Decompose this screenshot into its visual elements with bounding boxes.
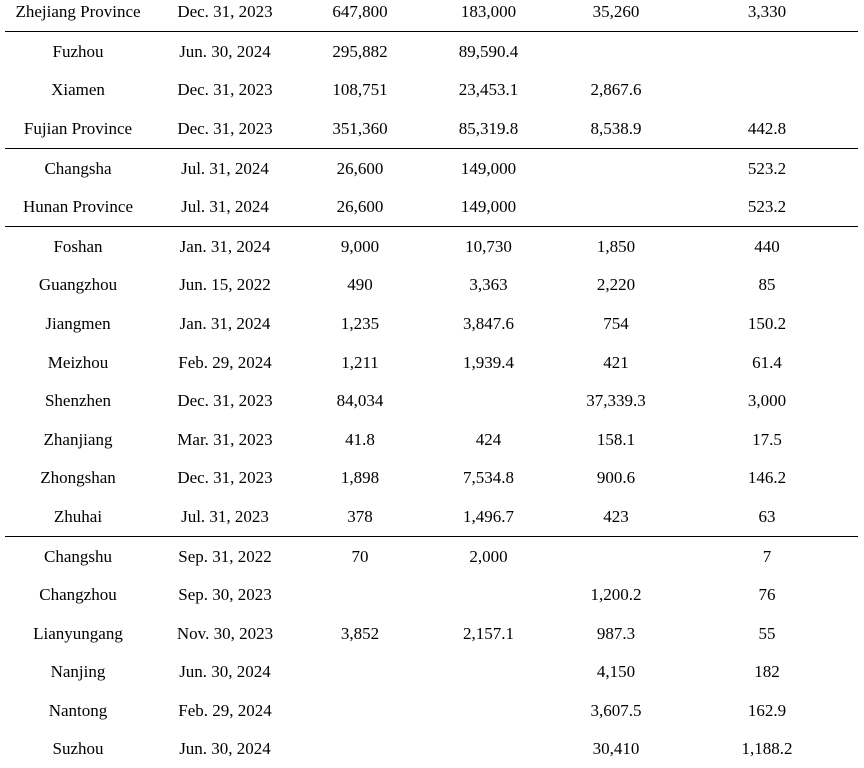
cell-city: Hunan Province (5, 187, 151, 226)
table-body (5, 0, 858, 768)
cell-value-3: 987.3 (596, 623, 636, 643)
cell-value-2 (421, 381, 556, 420)
cell-value-3: 754 (603, 313, 629, 333)
cell-value-3 (556, 148, 676, 187)
cell-value-4: 1,188.2 (741, 739, 793, 759)
cell-value-2: 149,000 (460, 158, 517, 178)
table-row (5, 226, 858, 265)
table-row (5, 343, 858, 382)
cell-value-2: 183,000 (421, 0, 556, 32)
cell-value-2 (421, 691, 556, 730)
cell-value-4: 61.4 (752, 352, 782, 372)
cell-date: Dec. 31, 2023 (177, 80, 273, 100)
cell-value-4: 7 (762, 546, 772, 566)
cell-value-4: 162.9 (747, 700, 787, 720)
cell-city: Foshan (53, 236, 103, 256)
cell-value-2: 2,000 (469, 546, 508, 566)
cell-value-1: 41.8 (345, 429, 375, 449)
cell-value-1 (299, 730, 421, 768)
cell-city: Nanjing (50, 662, 106, 682)
data-table (5, 0, 858, 768)
table-row (5, 304, 858, 343)
cell-value-1: 3,852 (340, 623, 380, 643)
cell-date: Jun. 30, 2024 (179, 662, 271, 682)
cell-value-1: 378 (299, 497, 421, 536)
cell-value-3: 4,150 (596, 662, 636, 682)
cell-value-3: 900.6 (596, 468, 636, 488)
cell-date: Jul. 31, 2023 (151, 497, 299, 536)
table-row (5, 266, 858, 305)
table-row (5, 497, 858, 536)
cell-city: Fuzhou (52, 41, 104, 61)
cell-value-2: 149,000 (421, 187, 556, 226)
cell-value-4: 150.2 (747, 313, 787, 333)
table-row (5, 71, 858, 110)
cell-value-1: 84,034 (336, 391, 384, 411)
cell-date: Dec. 31, 2023 (177, 468, 273, 488)
cell-value-4: 440 (754, 236, 780, 256)
cell-value-3: 158.1 (596, 429, 636, 449)
cell-value-2: 2,157.1 (463, 623, 514, 643)
cell-date: Jul. 31, 2024 (151, 187, 299, 226)
cell-city: Zhanjiang (43, 429, 113, 449)
cell-value-4: 63 (676, 497, 858, 536)
cell-city: Changzhou (39, 585, 117, 605)
table-row (5, 614, 858, 653)
cell-value-3 (556, 536, 676, 575)
cell-date: Jan. 31, 2024 (179, 236, 271, 256)
cell-value-2 (421, 575, 556, 614)
cell-value-4: 3,000 (747, 391, 787, 411)
cell-city: Changsha (44, 158, 112, 178)
cell-value-1: 1,235 (340, 313, 380, 333)
table-row (5, 420, 858, 459)
cell-value-4: 442.8 (676, 109, 858, 148)
cell-value-1: 351,360 (299, 109, 421, 148)
cell-value-3: 1,850 (596, 236, 636, 256)
cell-city: Suzhou (52, 739, 104, 759)
table-row (5, 148, 858, 187)
cell-date: Sep. 31, 2022 (178, 546, 272, 566)
cell-value-2: 424 (475, 429, 502, 449)
table-row (5, 0, 858, 32)
table-row (5, 109, 858, 148)
cell-value-2: 1,496.7 (421, 497, 556, 536)
table-row (5, 653, 858, 692)
cell-city: Fujian Province (5, 109, 151, 148)
cell-value-1 (299, 575, 421, 614)
table-row (5, 536, 858, 575)
cell-value-1: 26,600 (336, 158, 384, 178)
cell-value-3: 37,339.3 (586, 391, 646, 411)
cell-value-1: 1,211 (341, 352, 379, 372)
cell-value-4: 17.5 (752, 429, 782, 449)
cell-value-3: 30,410 (592, 739, 640, 759)
cell-city: Nantong (48, 700, 108, 720)
cell-date: Jun. 30, 2024 (179, 41, 271, 61)
cell-value-2: 85,319.8 (421, 109, 556, 148)
cell-date: Dec. 31, 2023 (151, 0, 299, 32)
cell-city: Zhejiang Province (5, 0, 151, 32)
cell-value-1: 70 (351, 546, 369, 566)
table-row (5, 575, 858, 614)
cell-date: Nov. 30, 2023 (176, 623, 274, 643)
cell-value-4: 55 (758, 623, 776, 643)
cell-date: Jan. 31, 2024 (179, 313, 271, 333)
cell-value-3: 3,607.5 (590, 700, 642, 720)
cell-value-3: 8,538.9 (556, 109, 676, 148)
cell-city: Lianyungang (33, 623, 123, 643)
cell-value-4: 182 (754, 662, 780, 682)
cell-value-3: 421 (603, 352, 629, 372)
cell-date: Jun. 15, 2022 (179, 275, 271, 295)
cell-value-2: 1,939.4 (463, 352, 514, 372)
cell-city: Jiangmen (45, 313, 111, 333)
cell-date: Jun. 30, 2024 (179, 739, 271, 759)
cell-value-1: 647,800 (299, 0, 421, 32)
cell-value-1: 108,751 (332, 80, 388, 100)
table-row (5, 459, 858, 498)
cell-city: Zhongshan (40, 468, 116, 488)
cell-date: Feb. 29, 2024 (178, 700, 272, 720)
cell-value-3: 2,220 (596, 275, 636, 295)
cell-value-1 (299, 691, 421, 730)
cell-value-3: 1,200.2 (590, 585, 642, 605)
table-row (5, 187, 858, 226)
cell-value-1: 295,882 (332, 41, 388, 61)
cell-date: Sep. 30, 2023 (178, 585, 272, 605)
cell-value-4: 523.2 (676, 187, 858, 226)
cell-value-2: 10,730 (465, 236, 512, 256)
cell-value-4: 3,330 (676, 0, 858, 32)
cell-value-3 (556, 187, 676, 226)
cell-value-1: 1,898 (340, 468, 380, 488)
cell-date: Feb. 29, 2024 (178, 352, 272, 372)
cell-value-4: 85 (758, 275, 776, 295)
table-row (5, 691, 858, 730)
cell-city: Xiamen (51, 80, 105, 100)
cell-value-2 (421, 653, 556, 692)
cell-value-2: 7,534.8 (463, 468, 514, 488)
cell-date: Mar. 31, 2023 (177, 429, 273, 449)
cell-value-2: 89,590.4 (458, 41, 519, 61)
cell-value-2 (421, 730, 556, 768)
table-row (5, 32, 858, 71)
table-row (5, 730, 858, 768)
cell-value-4: 523.2 (747, 158, 787, 178)
cell-value-2: 3,363 (469, 275, 508, 295)
cell-date: Jul. 31, 2024 (181, 158, 269, 178)
cell-value-1: 490 (347, 275, 373, 295)
cell-value-4: 146.2 (747, 468, 787, 488)
cell-date: Dec. 31, 2023 (151, 109, 299, 148)
cell-city: Meizhou (47, 352, 109, 372)
cell-city: Shenzhen (44, 391, 112, 411)
cell-value-3 (556, 32, 676, 71)
cell-value-1: 9,000 (340, 236, 380, 256)
cell-value-2: 3,847.6 (463, 313, 514, 333)
cell-value-1 (299, 653, 421, 692)
cell-value-2: 23,453.1 (458, 80, 519, 100)
cell-value-4 (676, 32, 858, 71)
cell-value-3: 423 (556, 497, 676, 536)
cell-value-4: 76 (758, 585, 776, 605)
cell-date: Dec. 31, 2023 (177, 391, 273, 411)
cell-city: Zhuhai (5, 497, 151, 536)
cell-value-3: 35,260 (556, 0, 676, 32)
cell-value-1: 26,600 (299, 187, 421, 226)
table-row (5, 381, 858, 420)
cell-value-3: 2,867.6 (590, 80, 642, 100)
cell-value-4 (676, 71, 858, 110)
cell-city: Changshu (44, 546, 112, 566)
cell-city: Guangzhou (38, 275, 118, 295)
data-table-container (5, 0, 858, 768)
